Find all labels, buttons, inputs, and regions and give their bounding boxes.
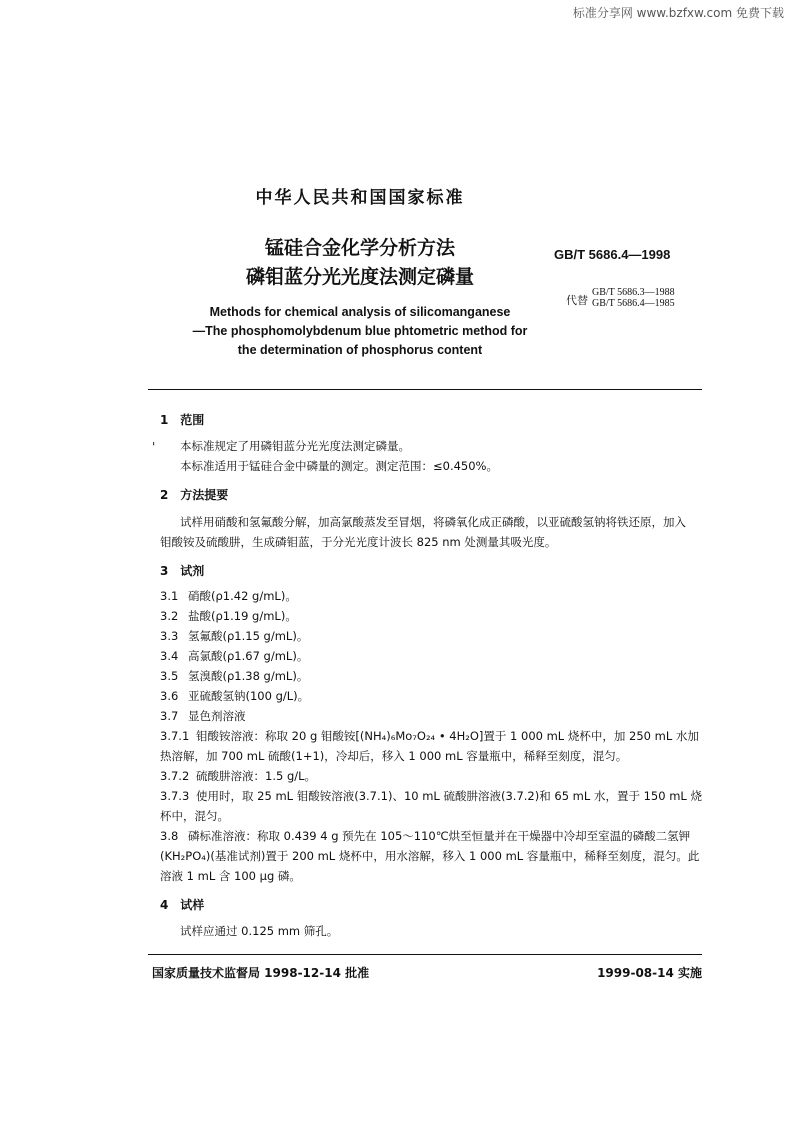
item-number: 3.7 [160, 709, 179, 723]
reagent-3-8-line2: (KH₂PO₄)(基准试剂)置于 200 mL 烧杯中，用水溶解，移入 1 000 mL 容量瓶中，稀释至刻度，混匀。此 [160, 849, 700, 863]
item-text: 使用时，取 25 mL 钼酸铵溶液(3.7.1)、10 mL 硫酸肼溶液(3.7.2)和 65 mL 水，置于 150 mL 烧 [196, 789, 702, 803]
section-number: 2 [160, 488, 169, 502]
reagent-item-3-7-3 [160, 788, 702, 804]
item-number: 3.8 [160, 829, 179, 843]
item-number: 3.7.3 [160, 789, 190, 803]
method-paragraph-line1: 试样用硝酸和氢氟酸分解，加高氯酸蒸发至冒烟，将磷氧化成正磷酸，以亚硫酸氢钠将铁还原，加入 [180, 515, 686, 529]
section-1-heading [160, 411, 204, 428]
item-text: 磷标准溶液：称取 0.439 4 g 预先在 105～110℃烘至恒量并在干燥器中冷却至室温的磷酸二氢钾 [188, 829, 691, 843]
section-title: 范围 [180, 413, 205, 427]
item-text: 硫酸肼溶液：1.5 g/L。 [196, 769, 317, 783]
section-2-heading [160, 486, 228, 503]
section-number: 4 [160, 898, 169, 912]
item-number: 3.7.1 [160, 729, 190, 743]
title-en-line1: Methods for chemical analysis of silicomanganese [209, 305, 511, 319]
reagent-3-7-3-line2: 杯中，混匀。 [160, 809, 229, 823]
method-paragraph-line2: 钼酸铵及硫酸肼，生成磷钼蓝，于分光光度计波长 825 nm 处测量其吸光度。 [160, 535, 557, 549]
item-number: 3.6 [160, 689, 179, 703]
scan-mark: ' [152, 440, 156, 454]
reagent-item [160, 708, 246, 724]
national-standard-heading: 中华人民共和国国家标准 [255, 188, 465, 208]
item-number: 3.1 [160, 589, 179, 603]
reagent-item [160, 588, 297, 604]
section-title: 试剂 [180, 564, 205, 578]
reagent-item [160, 648, 308, 664]
reagent-item [160, 668, 308, 684]
item-text: 盐酸(ρ1.19 g/mL)。 [188, 609, 297, 623]
watermark-text: 标准分享网 www.bzfxw.com 免费下载 [572, 6, 784, 20]
item-number: 3.5 [160, 669, 179, 683]
reagent-3-8-line3: 溶液 1 mL 含 100 μg 磷。 [160, 869, 301, 883]
title-en-line3: the determination of phosphorus content [237, 343, 483, 357]
reagent-item [160, 628, 308, 644]
title-cn-line2: 磷钼蓝分光光度法测定磷量 [245, 266, 474, 288]
replaces-item-1: GB/T 5686.3—1988 [592, 287, 675, 298]
section-title: 方法提要 [180, 488, 229, 502]
scope-paragraph-2: 本标准适用于锰硅合金中磷量的测定。测定范围：≤0.450%。 [180, 459, 498, 473]
approval-date: 国家质量技术监督局 1998-12-14 批准 [152, 966, 370, 980]
item-text: 硝酸(ρ1.42 g/mL)。 [188, 589, 297, 603]
item-text: 高氯酸(ρ1.67 g/mL)。 [188, 649, 309, 663]
item-text: 氢溴酸(ρ1.38 g/mL)。 [188, 669, 309, 683]
header-divider [148, 389, 702, 390]
footer-divider [148, 954, 702, 955]
reagent-item [160, 608, 297, 624]
title-en-line2: —The phosphomolybdenum blue phtometric method for [192, 324, 528, 338]
reagent-item [160, 688, 309, 704]
section-number: 3 [160, 564, 169, 578]
section-title: 试样 [180, 898, 205, 912]
title-cn-line1: 锰硅合金化学分析方法 [264, 237, 455, 259]
implementation-date: 1999-08-14 实施 [597, 966, 702, 980]
section-3-heading [160, 562, 204, 579]
reagent-item-3-8 [160, 828, 690, 844]
replaces-label: 代替 [566, 294, 588, 307]
section-number: 1 [160, 413, 169, 427]
reagent-item-3-7-1 [160, 728, 699, 744]
item-number: 3.7.2 [160, 769, 190, 783]
standard-number: GB/T 5686.4—1998 [554, 247, 671, 262]
section-4-heading [160, 896, 204, 913]
replaces-item-2: GB/T 5686.4—1985 [592, 298, 675, 309]
item-text: 显色剂溶液 [188, 709, 246, 723]
item-number: 3.4 [160, 649, 179, 663]
item-text: 氢氟酸(ρ1.15 g/mL)。 [188, 629, 309, 643]
item-text: 钼酸铵溶液：称取 20 g 钼酸铵[(NH₄)₆Mo₇O₂₄ • 4H₂O]置于 1 000 mL 烧杯中，加 250 mL 水加 [196, 729, 699, 743]
reagent-3-7-1-line2: 热溶解，加 700 mL 硫酸(1+1)，冷却后，移入 1 000 mL 容量瓶中，稀释至刻度，混匀。 [160, 749, 628, 763]
sample-paragraph: 试样应通过 0.125 mm 筛孔。 [180, 924, 339, 938]
reagent-item-3-7-2 [160, 768, 316, 784]
scope-paragraph-1: 本标准规定了用磷钼蓝分光光度法测定磷量。 [180, 439, 410, 453]
item-text: 亚硫酸氢钠(100 g/L)。 [188, 689, 310, 703]
item-number: 3.3 [160, 629, 179, 643]
item-number: 3.2 [160, 609, 179, 623]
